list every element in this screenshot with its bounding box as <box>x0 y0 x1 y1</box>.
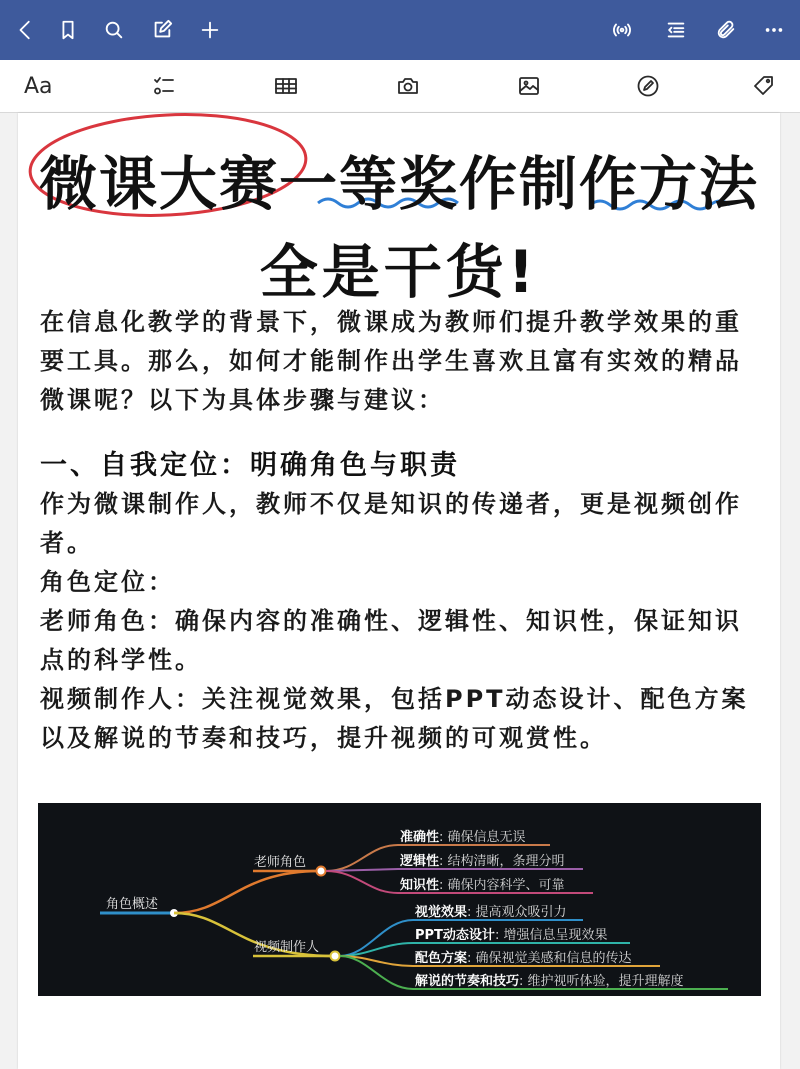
attach-icon[interactable] <box>710 14 742 46</box>
search-icon[interactable] <box>98 14 130 46</box>
leaf-label: PPT动态设计: 增强信息呈现效果 <box>415 928 608 943</box>
font-style-button[interactable]: Aa <box>24 74 53 99</box>
bookmark-icon[interactable] <box>52 14 84 46</box>
top-bar <box>0 0 800 60</box>
leaf-label: 配色方案: 确保视觉美感和信息的传达 <box>415 951 632 966</box>
mindmap-image[interactable] <box>38 803 761 996</box>
editing-toolbar <box>0 60 800 113</box>
pen-icon[interactable] <box>632 71 664 101</box>
edit-icon[interactable] <box>146 14 178 46</box>
leaf-label: 知识性: 确保内容科学、可靠 <box>400 878 565 893</box>
section-heading: 一、自我定位：明确角色与职责 <box>40 450 460 481</box>
branch-label-teacher: 老师角色 <box>254 855 307 870</box>
back-icon[interactable] <box>10 14 42 46</box>
branch-label-video: 视频制作人 <box>254 940 320 955</box>
mindmap-root-label: 角色概述 <box>106 897 159 912</box>
paragraph: 角色定位： <box>40 568 175 596</box>
leaf-connector <box>326 869 583 871</box>
outline-icon[interactable] <box>660 14 692 46</box>
mindmap-diagram <box>38 803 761 996</box>
note-title-line1: 微课大赛一等奖作制作方法 <box>38 150 759 218</box>
table-icon[interactable] <box>270 71 302 101</box>
note-page[interactable] <box>18 113 780 1069</box>
more-icon[interactable] <box>758 14 790 46</box>
leaf-label: 视觉效果: 提高观众吸引力 <box>415 905 567 920</box>
paragraph: 作为微课制作人，教师不仅是知识的传递者，更是视频创作者。 <box>40 490 742 557</box>
leaf-label: 准确性: 确保信息无误 <box>400 830 526 845</box>
note-title-line2: 全是干货! <box>259 238 539 306</box>
branch-node <box>317 867 326 876</box>
paragraph: 老师角色：确保内容的准确性、逻辑性、知识性，保证知识点的科学性。 <box>40 607 742 674</box>
leaf-label: 解说的节奏和技巧: 维护视听体验，提升理解度 <box>415 974 684 989</box>
read-aloud-icon[interactable] <box>606 14 638 46</box>
section-body <box>40 485 760 758</box>
intro-paragraph: 在信息化教学的背景下，微课成为教师们提升教学效果的重要工具。那么，如何才能制作出学生喜欢且富有实效的精品微课呢？以下为具体步骤与建议： <box>40 308 742 414</box>
branch-connector <box>174 871 320 913</box>
add-icon[interactable] <box>194 14 226 46</box>
checklist-icon[interactable] <box>148 71 180 101</box>
leaf-label: 逻辑性: 结构清晰，条理分明 <box>400 854 565 869</box>
image-icon[interactable] <box>513 71 545 101</box>
branch-node <box>331 952 340 961</box>
camera-icon[interactable] <box>392 71 424 101</box>
tag-icon[interactable] <box>748 71 780 101</box>
paragraph: 视频制作人：关注视觉效果，包括PPT动态设计、配色方案以及解说的节奏和技巧，提升视频的可观赏性。 <box>40 685 749 752</box>
